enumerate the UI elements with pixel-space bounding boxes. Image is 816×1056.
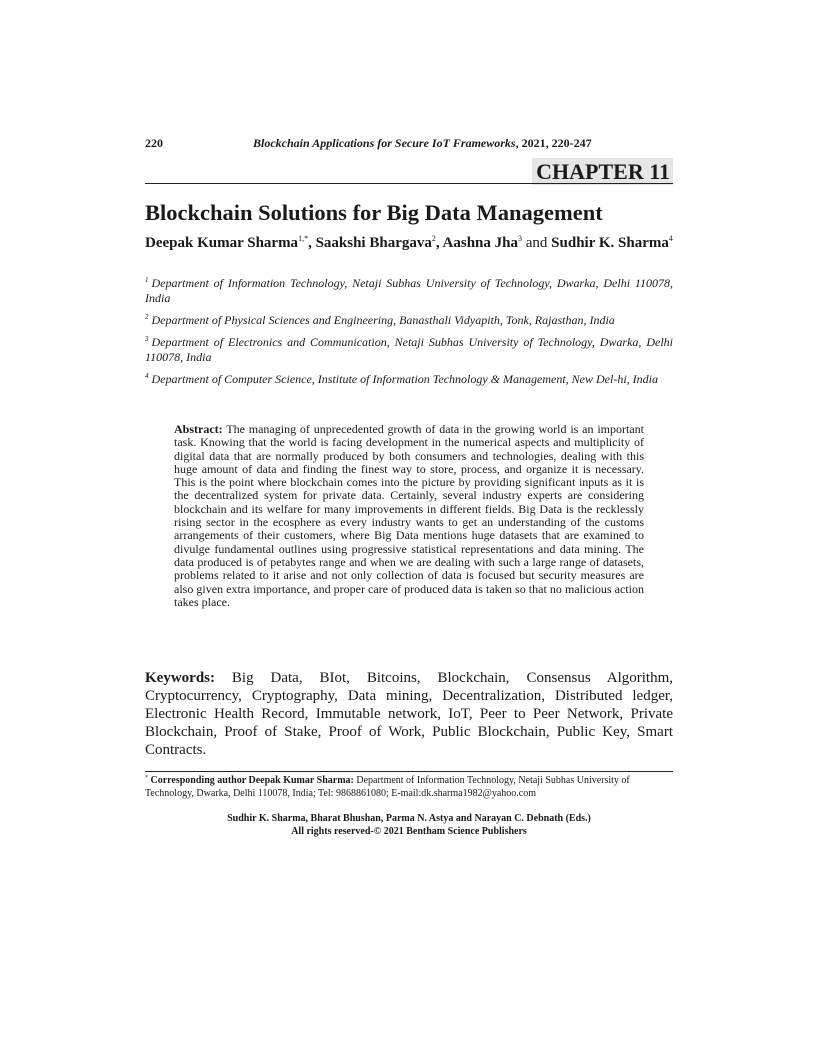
affiliation-number: 3 <box>145 335 149 343</box>
journal-volume-pages: , 2021, 220-247 <box>515 136 592 150</box>
affiliation-text: Department of Information Technology, Netaji Subhas University of Technology, Dwarka, Delhi 110078, India <box>145 276 673 305</box>
footnote-label: Corresponding author Deepak Kumar Sharma: <box>150 775 354 786</box>
author-name: Aashna Jha <box>442 235 518 251</box>
abstract-label: Abstract: <box>174 422 223 436</box>
chapter-title: Blockchain Solutions for Big Data Management <box>145 200 603 225</box>
affiliation-item <box>145 313 673 328</box>
author-affiliation-marker: 3 <box>518 234 522 243</box>
author-name: Saakshi Bhargava <box>315 235 432 251</box>
affiliation-text: Department of Physical Sciences and Engineering, Banasthali Vidyapith, Tonk, Rajasthan, India <box>151 313 615 327</box>
copyright-line: All rights reserved-© 2021 Bentham Science Publishers <box>291 825 527 837</box>
header-divider <box>145 183 673 184</box>
corresponding-author-footnote <box>145 775 673 800</box>
author-name: Sudhir K. Sharma <box>551 235 669 251</box>
publisher-credits <box>145 813 673 838</box>
abstract-text: The managing of unprecedented growth of data in the growing world is an important task. Knowing that the world is facing development in the numerical aspects and multiplicity of digital data that are normally produced by both consumers and technologies, dealing with this huge amount of data and finding the finest way to store, process, and organize it is necessary. This is the point where blockchain comes into the picture by providing significant inputs as it is the decentralized system for private data. Certainly, several industry experts are considering blockchain and its welfare for many improvements in different fields. Big Data is the recklessly rising sector in the ecosphere as every industry wants to get an understanding of the customs arrangements of their customers, where Big Data mentions huge datasets that are examined to divulge fundamental outlines using progressive statistical representations and data mining. The data produced is of petabytes range and when we are dealing with such a large range of datasets, problems related to it arise and not only collection of data is focused but security measures are also given extra importance, and proper care of produced data is taken so that no malicious action takes place. <box>174 422 644 609</box>
page-number: 220 <box>145 136 163 150</box>
affiliation-text: Department of Electronics and Communication, Netaji Subhas University of Technology, Dwarka, Delhi 110078, India <box>145 335 673 364</box>
chapter-label: CHAPTER 11 <box>532 158 673 185</box>
affiliation-number: 4 <box>145 372 149 380</box>
author-affiliation-marker: 2 <box>431 234 436 243</box>
affiliation-text: Department of Computer Science, Institute of Information Technology & Management, New Del-hi, India <box>151 372 658 386</box>
footnote-marker: * <box>145 775 148 781</box>
journal-title: Blockchain Applications for Secure IoT Frameworks <box>253 136 516 150</box>
footnote-divider <box>145 771 673 772</box>
editors-line: Sudhir K. Sharma, Bharat Bhushan, Parma N. Astya and Narayan C. Debnath (Eds.) <box>227 813 591 824</box>
journal-citation <box>253 136 592 151</box>
author-separator: , <box>435 235 443 251</box>
footnote-text: Department of Information Technology, Netaji Subhas University of Technology, Dwarka, Delhi 110078, India; Tel: 9868861080; E-mail:dk.sharma1982@yahoo.com <box>145 775 630 799</box>
author-affiliation-marker: 4 <box>668 234 673 243</box>
affiliation-number: 2 <box>145 313 149 321</box>
keywords-label: Keywords: <box>145 670 215 686</box>
author-name: Deepak Kumar Sharma <box>145 235 299 251</box>
affiliation-item <box>145 335 673 365</box>
affiliation-list <box>145 276 673 394</box>
affiliation-item <box>145 372 673 387</box>
abstract <box>174 423 644 609</box>
author-list <box>145 234 673 253</box>
author-affiliation-marker: 1,* <box>298 234 309 243</box>
author-separator: , <box>308 235 316 251</box>
keywords <box>145 669 673 759</box>
author-conjunction: and <box>525 235 548 251</box>
affiliation-item <box>145 276 673 306</box>
affiliation-number: 1 <box>145 276 149 284</box>
keywords-text: Big Data, BIot, Bitcoins, Blockchain, Consensus Algorithm, Cryptocurrency, Cryptography, Data mining, Decentralization, Distributed ledger, Electronic Health Record, Immutable network, IoT, Peer to Peer Network, Private Blockchain, Proof of Stake, Proof of Work, Public Blockchain, Public Key, Smart Contracts. <box>145 670 673 758</box>
